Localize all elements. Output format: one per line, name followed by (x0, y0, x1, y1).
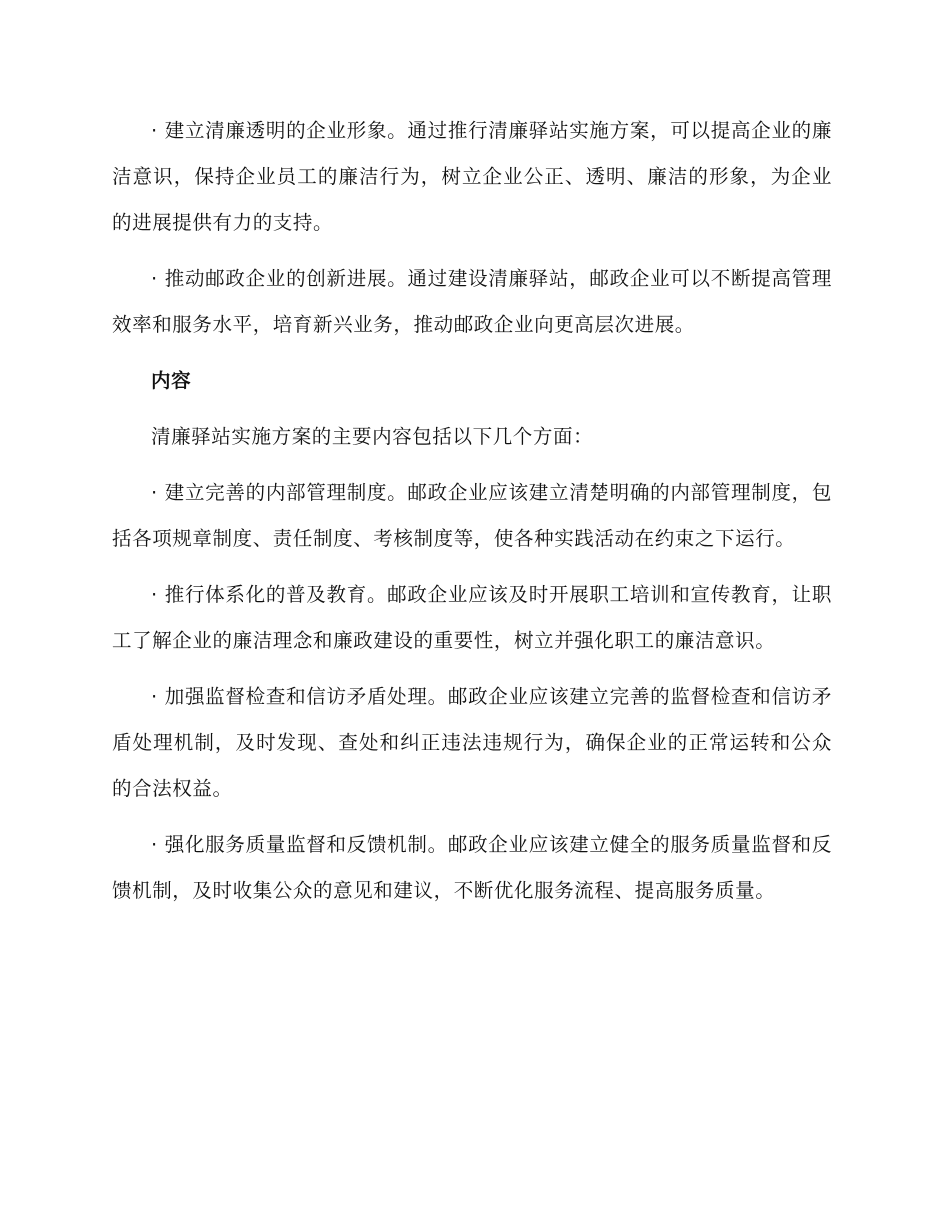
list-item-internal-management: · 建立完善的内部管理制度。邮政企业应该建立清楚明确的内部管理制度，包括各项规章制度、责任制度、考核制度等，使各种实践活动在约束之下运行。 (112, 481, 832, 550)
list-item-service-quality: · 强化服务质量监督和反馈机制。邮政企业应该建立健全的服务质量监督和反馈机制，及时收集公众的意见和建议，不断优化服务流程、提高服务质量。 (112, 833, 832, 902)
list-item-education: · 推行体系化的普及教育。邮政企业应该及时开展职工培训和宣传教育，让职工了解企业的廉洁理念和廉政建设的重要性，树立并强化职工的廉洁意识。 (112, 583, 832, 652)
section-heading: 内容 (151, 369, 192, 392)
paragraph-enterprise-image: · 建立清廉透明的企业形象。通过推行清廉驿站实施方案，可以提高企业的廉洁意识，保持企业员工的廉洁行为，树立企业公正、透明、廉洁的形象，为企业的进展提供有力的支持。 (112, 119, 832, 234)
list-item-supervision: · 加强监督检查和信访矛盾处理。邮政企业应该建立完善的监督检查和信访矛盾处理机制，及时发现、查处和纠正违法违规行为，确保企业的正常运转和公众的合法权益。 (112, 685, 832, 800)
paragraph-innovation: · 推动邮政企业的创新进展。通过建设清廉驿站，邮政企业可以不断提高管理效率和服务水平，培育新兴业务，推动邮政企业向更高层次进展。 (112, 267, 832, 336)
document-body (112, 108, 832, 924)
section-intro: 清廉驿站实施方案的主要内容包括以下几个方面： (151, 425, 594, 448)
